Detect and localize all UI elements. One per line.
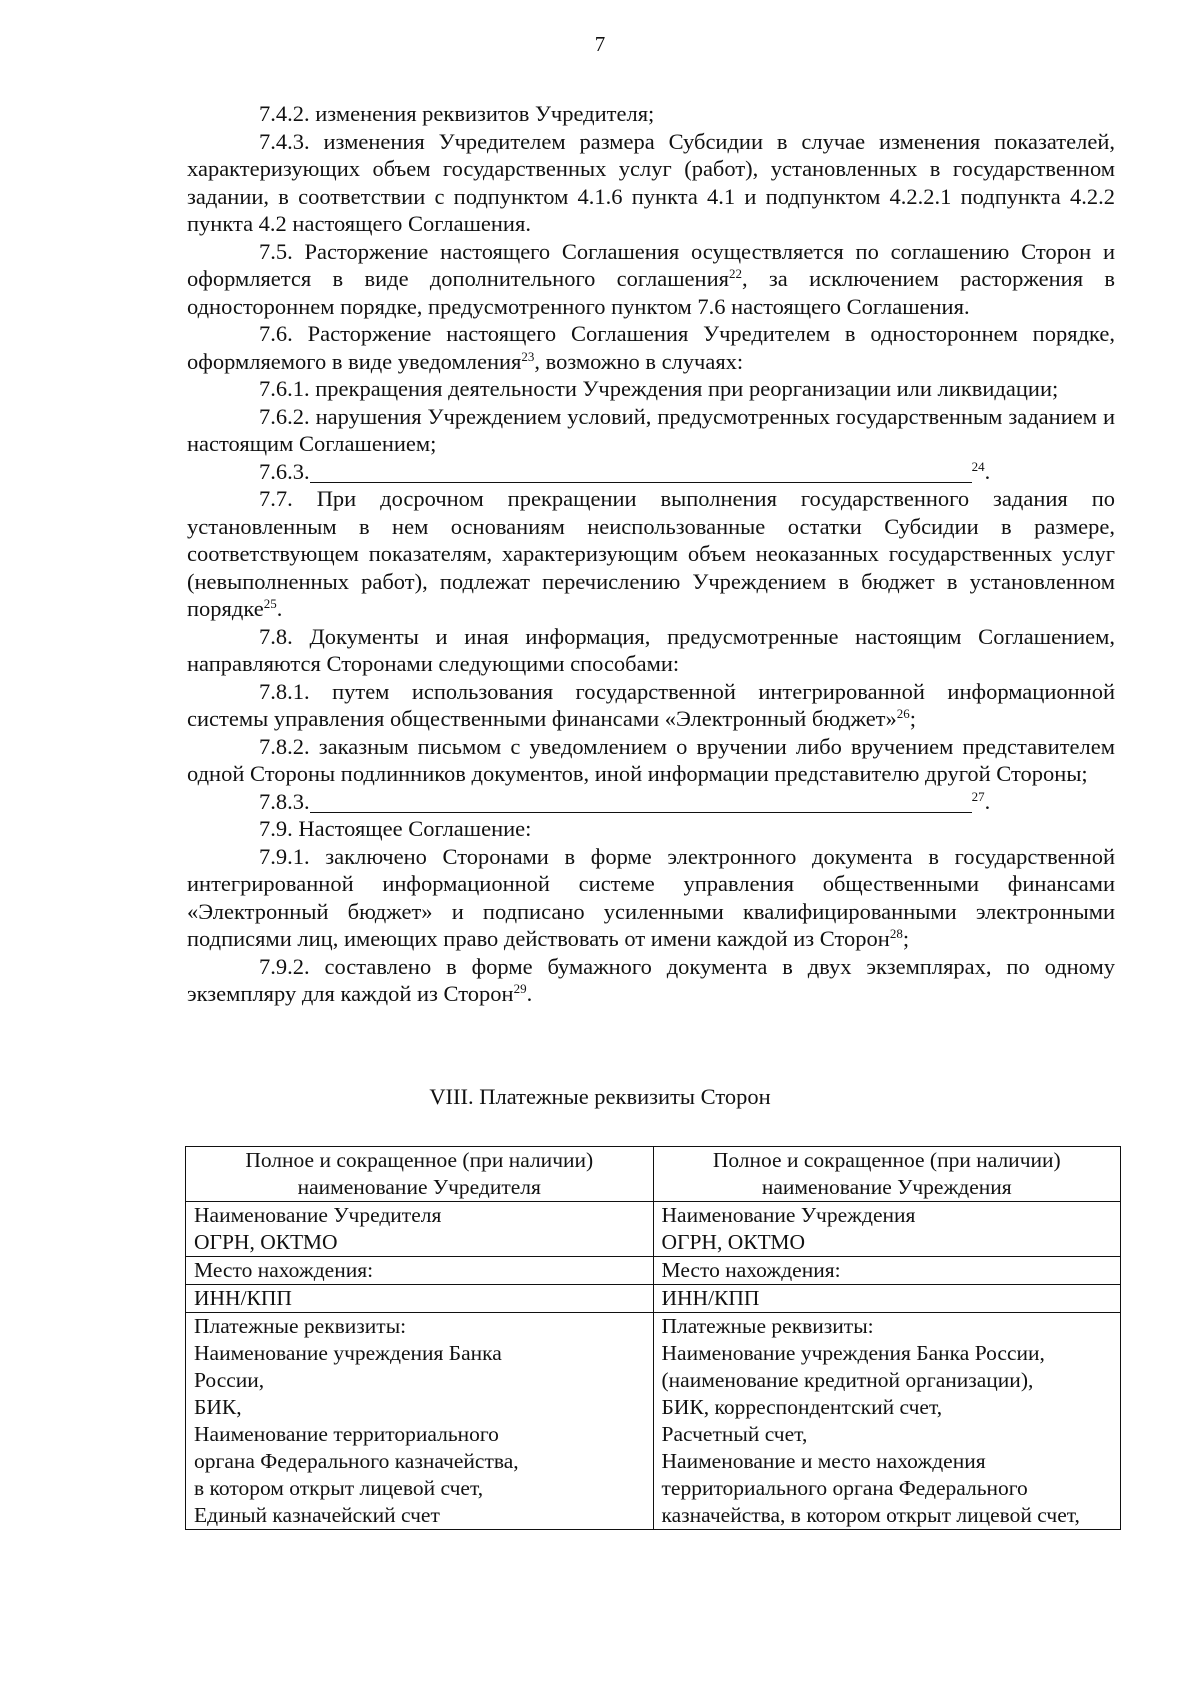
paragraph-7-6 [187,320,1115,375]
cell-line: ОГРН, ОКТМО [661,1230,806,1254]
page-number: 7 [594,32,606,56]
payment-details-table [185,1146,1121,1530]
cell-line: наименование Учредителя [297,1175,541,1199]
paragraph-text: , возможно в случаях: [534,348,744,374]
paragraph-7-9-2: 7.9.2. составлено в форме бумажного документа в двух экземплярах, по одному экземпляру для каждой из Сторон$^{29}$. [187,953,1115,1006]
paragraph-7-9-1: 7.9.1. заключено Сторонами в форме электронного документа в государственной интегрированной информационной системе управления общественными финансами «Электронный бюджет» и подписано усиленными квалифицированными электронными подписями лиц, имеющих право действовать от имени каждой из Сторон$^{28}$; [187,843,1115,951]
cell-line: (наименование кредитной организации), [661,1368,1034,1392]
paragraph-7-6-1: 7.6.1. прекращения деятельности Учреждения при реорганизации или ликвидации; [259,376,1059,401]
paragraph-text: 7.7. При досрочном прекращении выполнения государственного задания по установленным в нем основаниям неиспользованные остатки Субсидии в размере, соответствующем показателям, характеризующим объем неоказанных государственных услуг (невыполненных работ), подлежат перечислению Учреждением в бюджет в установленном порядке [187,486,1115,621]
cell-line: в котором открыт лицевой счет, [194,1476,484,1500]
header-cell-institution [653,1147,1121,1202]
paragraph-7-6-3: 7.6.3. $^{24}$. [259,458,991,484]
paragraph-text: 7.6. Расторжение настоящего Соглашения Учредителем в одностороннем порядке, оформляемого в виде уведомления [187,321,1115,374]
cell-line: России, [194,1368,265,1392]
paragraph-7-8: 7.8. Документы и иная информация, предусмотренные настоящим Соглашением, направляются Сторонами следующими способами: [187,623,1115,676]
cell-line: БИК, корреспондентский счет, [661,1395,943,1419]
footnote-ref: 22 [728,266,742,281]
cell-line: Единый казначейский счет [194,1503,440,1527]
paragraph-7-8-3: 7.8.3. $^{27}$. [259,788,991,814]
paragraph-7-8-1: 7.8.1. путем использования государственной интегрированной информационной системы управления общественными финансами «Электронный бюджет»$^{26}$; [187,678,1115,731]
cell-line: Платежные реквизиты: [194,1314,407,1338]
table-cell [186,1313,654,1530]
table-row [186,1313,1121,1530]
cell-line: наименование Учреждения [761,1175,1012,1199]
paragraph-7-4-2: 7.4.2. изменения реквизитов Учредителя; [259,101,655,126]
cell-line: Наименование учреждения Банка России, [661,1341,1045,1365]
paragraph-7-9: 7.9. Настоящее Соглашение: [259,816,532,841]
paragraph-text: 7.9.1. заключено Сторонами в форме электронного документа в государственной интегрированной информационной системе управления общественными финансами «Электронный бюджет» и подписано усиленными квалифицированными электронными подписями лиц, имеющих право действовать от имени каждой из Сторон [187,843,1115,951]
table-cell: ИНН/КПП [186,1285,654,1313]
fill-in-line [310,792,972,813]
cell-line: Расчетный счет, [661,1422,808,1446]
table-row [186,1285,1121,1313]
paragraph-7-8-2: 7.8.2. заказным письмом с уведомлением о вручении либо вручением представителем одной Стороны подлинников документов, иной информации представителю другой Стороны; [187,733,1115,786]
table-cell [186,1202,654,1257]
table-row [186,1257,1121,1285]
footnote-ref: 27 [971,788,985,804]
table-cell [653,1202,1121,1257]
table-cell [653,1313,1121,1530]
table-cell: Место нахождения: [653,1257,1121,1285]
footnote-ref: 23 [521,348,535,364]
footnote-ref: 28 [889,926,903,941]
paragraph-text: 7.8.3. [259,788,310,814]
paragraph-text: 7.5. Расторжение настоящего Соглашения осуществляется по соглашению Сторон и оформляется в виде дополнительного соглашения [187,238,1115,291]
header-cell-founder [186,1147,654,1202]
footnote-ref: 26 [896,706,910,721]
paragraph-text: 7.9.2. составлено в форме бумажного документа в двух экземплярах, по одному экземпляру для каждой из Сторон [187,953,1115,1006]
cell-line: Полное и сокращенное (при наличии) [245,1148,594,1172]
table-row [186,1202,1121,1257]
footnote-ref: 24 [971,458,985,474]
cell-line: Наименование территориального [194,1422,499,1446]
cell-line: территориального органа Федерального [661,1476,1028,1500]
cell-line: Наименование Учредителя [194,1203,442,1227]
paragraph-7-5 [187,238,1115,321]
fill-in-line [310,462,972,483]
cell-line: БИК, [194,1395,242,1419]
table-cell: Место нахождения: [186,1257,654,1285]
table-cell: ИНН/КПП [653,1285,1121,1313]
cell-line: Платежные реквизиты: [661,1314,874,1338]
cell-line: Наименование Учреждения [661,1203,916,1227]
footnote-ref: 29 [513,981,527,996]
cell-line: ОГРН, ОКТМО [194,1230,338,1254]
table-row [186,1147,1121,1202]
paragraph-text: 7.8.1. путем использования государственной интегрированной информационной системы управления общественными финансами «Электронный бюджет» [187,678,1115,731]
section-title: VIII. Платежные реквизиты Сторон [429,1084,771,1109]
paragraph-text: , за исключением расторжения в одностороннем порядке, предусмотренного пунктом 7.6 настоящего Соглашения. [187,266,1115,319]
cell-line: казначейства, в котором открыт лицевой счет, [661,1503,1080,1527]
footnote-ref: 25 [263,596,277,611]
document-body [187,100,1115,1008]
paragraph-text: 7.6.3. [259,458,310,484]
cell-line: Наименование учреждения Банка [194,1341,502,1365]
paragraph-7-4-3: 7.4.3. изменения Учредителем размера Субсидии в случае изменения показателей, характеризующих объем государственных услуг (работ), установленных в государственном задании, в соответствии с подпунктом 4.1.6 пункта 4.1 и подпунктом 4.2.2.1 подпункта 4.2.2 пункта 4.2 настоящего Соглашения. [187,128,1115,236]
cell-line: органа Федерального казначейства, [194,1449,519,1473]
paragraph-7-7: 7.7. При досрочном прекращении выполнения государственного задания по установленным в нем основаниям неиспользованные остатки Субсидии в размере, соответствующем показателям, характеризующим объем неоказанных государственных услуг (невыполненных работ), подлежат перечислению Учреждением в бюджет в установленном порядке$^{25}$. [187,486,1115,621]
paragraph-7-6-2: 7.6.2. нарушения Учреждением условий, предусмотренных государственным заданием и настоящим Соглашением; [187,403,1115,456]
cell-line: Наименование и место нахождения [661,1449,986,1473]
cell-line: Полное и сокращенное (при наличии) [712,1148,1061,1172]
